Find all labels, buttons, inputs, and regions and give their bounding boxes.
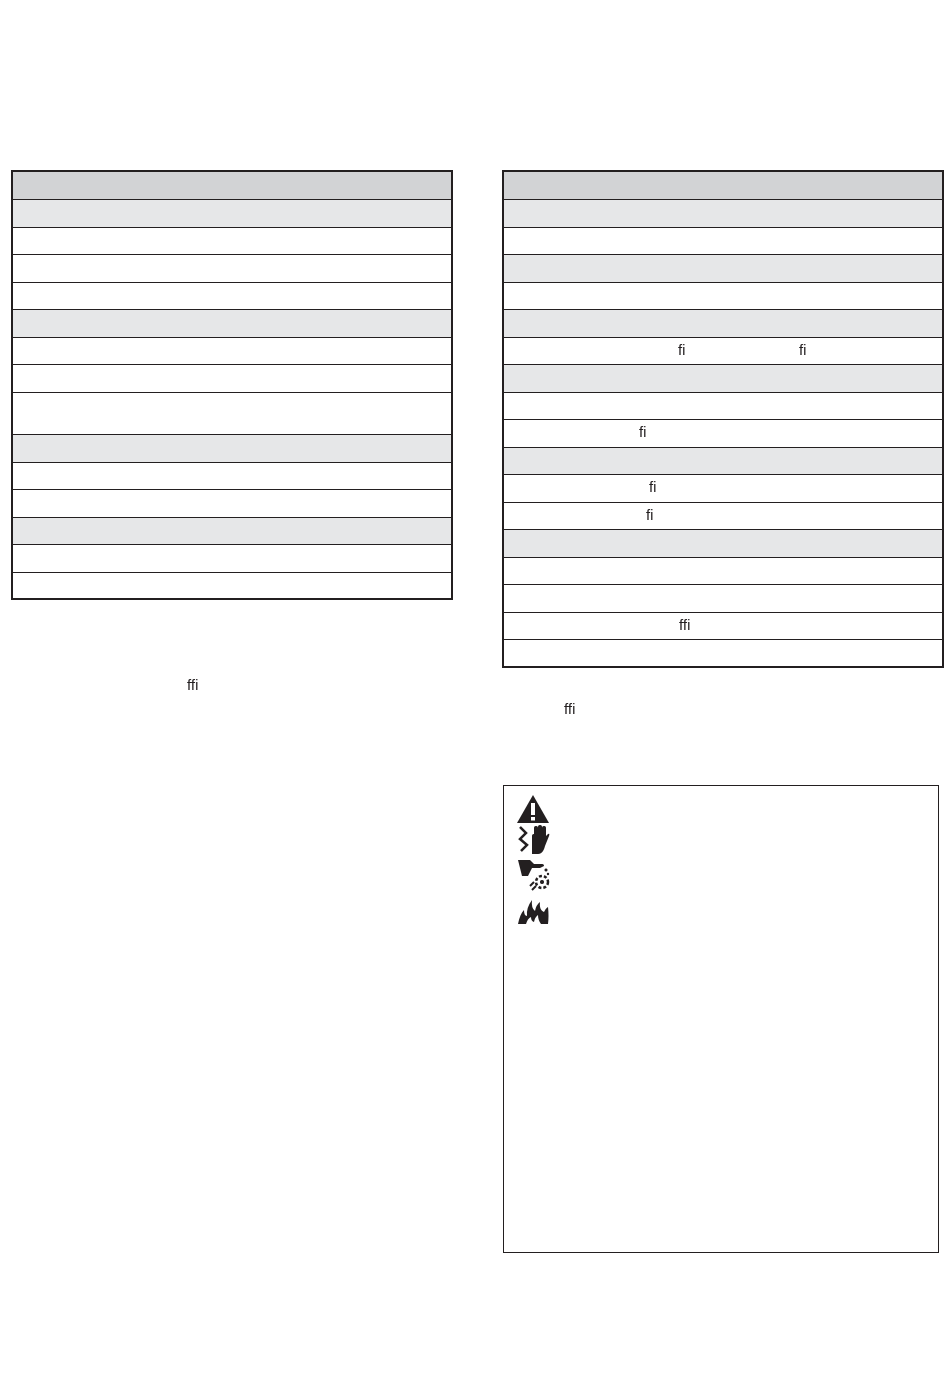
table-row xyxy=(12,462,452,489)
moving-parts-hand-icon xyxy=(516,858,550,892)
table-row xyxy=(503,639,943,667)
table-section-row xyxy=(503,364,943,392)
table-row xyxy=(503,392,943,419)
table-row xyxy=(503,227,943,254)
table-row xyxy=(12,572,452,599)
table-section-row xyxy=(12,199,452,227)
ligature-fragment: fi xyxy=(649,478,657,496)
table-row xyxy=(12,337,452,364)
table-row xyxy=(12,544,452,572)
table-section-row xyxy=(12,434,452,462)
warning-triangle-icon xyxy=(516,794,550,824)
table-row xyxy=(503,612,943,639)
table-row xyxy=(503,419,943,447)
ligature-fragment: fi xyxy=(799,341,807,359)
table-section-row xyxy=(12,517,452,544)
table-section-row xyxy=(503,199,943,227)
table-row xyxy=(12,254,452,282)
table-row xyxy=(503,557,943,584)
table-row xyxy=(12,489,452,517)
right-note-fragment: ffi xyxy=(564,701,576,718)
ligature-fragment: ffi xyxy=(679,616,691,634)
table-section-row xyxy=(503,309,943,337)
table-section-row xyxy=(503,447,943,474)
table-row xyxy=(12,282,452,309)
left-spec-table xyxy=(11,170,453,600)
warning-box xyxy=(503,785,939,1253)
ligature-fragment: fi xyxy=(639,423,647,441)
table-row xyxy=(503,337,943,364)
table-row xyxy=(12,227,452,254)
table-section-row xyxy=(503,254,943,282)
fire-hazard-icon xyxy=(516,896,550,926)
table-row xyxy=(503,584,943,612)
right-spec-table xyxy=(502,170,944,668)
table-header-row xyxy=(12,171,452,199)
table-section-row xyxy=(12,309,452,337)
table-section-row xyxy=(503,529,943,557)
table-row xyxy=(503,502,943,529)
electric-shock-hand-icon xyxy=(516,824,550,856)
ligature-fragment: fi xyxy=(646,506,654,524)
table-header-row xyxy=(503,171,943,199)
table-row xyxy=(12,364,452,392)
table-row xyxy=(12,392,452,434)
ligature-fragment: fi xyxy=(678,341,686,359)
left-note-fragment: ffi xyxy=(187,677,199,694)
table-row xyxy=(503,282,943,309)
table-row xyxy=(503,474,943,502)
